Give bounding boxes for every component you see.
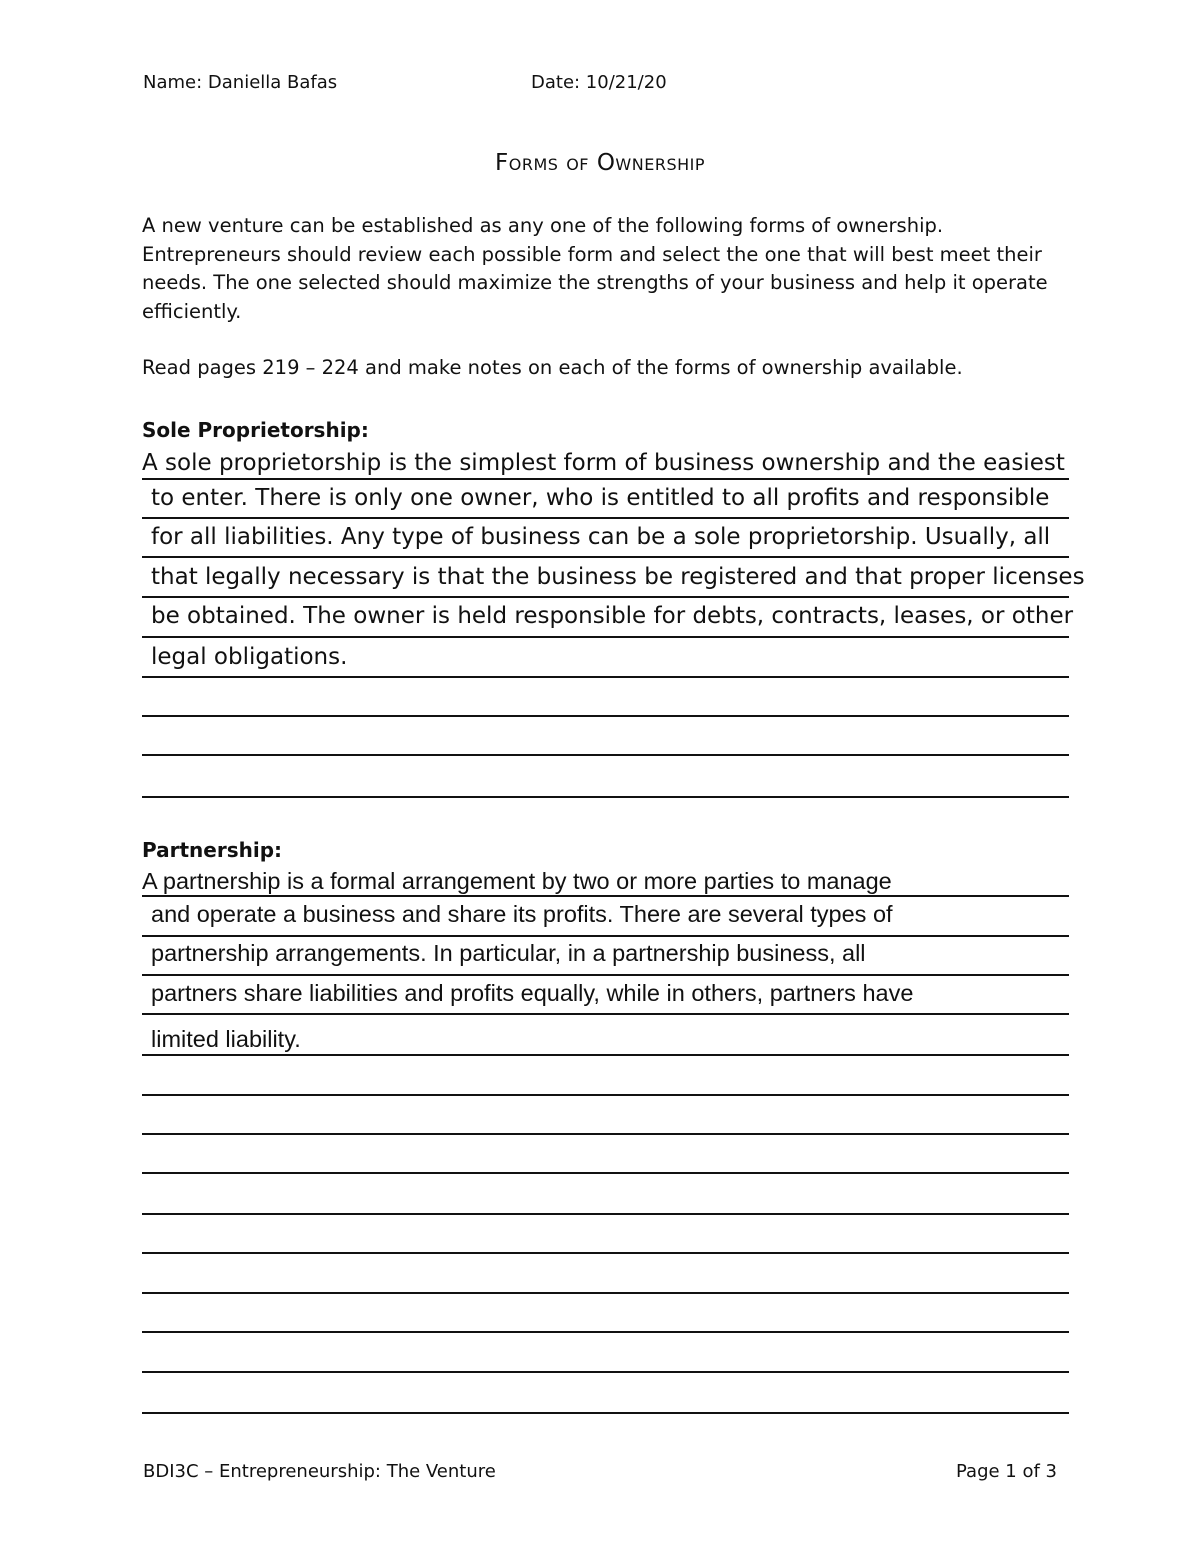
sole-answer-line: to enter. There is only one owner, who is entitled to all profits and responsible bbox=[151, 485, 1050, 511]
footer-course: BDI3C – Entrepreneurship: The Venture bbox=[143, 1461, 496, 1482]
intro-paragraph bbox=[142, 212, 1048, 326]
partnership-heading: Partnership: bbox=[142, 838, 283, 862]
answer-rule bbox=[142, 1213, 1069, 1215]
answer-rule bbox=[142, 636, 1069, 638]
intro-line: A new venture can be established as any one of the following forms of ownership. bbox=[142, 214, 944, 237]
sole-answer-line: legal obligations. bbox=[151, 644, 348, 670]
sole-proprietorship-heading: Sole Proprietorship: bbox=[142, 418, 369, 442]
partnership-answer-line: and operate a business and share its profits. There are several types of bbox=[151, 901, 893, 927]
answer-rule bbox=[142, 1371, 1069, 1373]
answer-rule bbox=[142, 796, 1069, 798]
partnership-answer-line: partnership arrangements. In particular, in a partnership business, all bbox=[151, 940, 866, 966]
answer-rule bbox=[142, 1412, 1069, 1414]
answer-rule bbox=[142, 1331, 1069, 1333]
partnership-answer-line: partners share liabilities and profits equally, while in others, partners have bbox=[151, 980, 914, 1006]
answer-rule bbox=[142, 676, 1069, 678]
answer-rule bbox=[142, 478, 1069, 480]
answer-rule bbox=[142, 1172, 1069, 1174]
answer-rule bbox=[142, 715, 1069, 717]
intro-line: Entrepreneurs should review each possible form and select the one that will best meet their bbox=[142, 242, 1042, 266]
answer-rule bbox=[142, 1252, 1069, 1254]
sole-answer-line: A sole proprietorship is the simplest form of business ownership and the easiest bbox=[142, 450, 1065, 476]
student-name: Name: Daniella Bafas bbox=[143, 72, 338, 93]
sole-answer-line: be obtained. The owner is held responsible for debts, contracts, leases, or other bbox=[151, 603, 1074, 629]
answer-rule bbox=[142, 517, 1069, 519]
answer-rule bbox=[142, 895, 1069, 897]
sole-answer-line: for all liabilities. Any type of business can be a sole proprietorship. Usually, all bbox=[151, 524, 1051, 550]
answer-rule bbox=[142, 1054, 1069, 1056]
page-title: Forms of Ownership bbox=[495, 150, 705, 176]
answer-rule bbox=[142, 1133, 1069, 1135]
read-instruction: Read pages 219 – 224 and make notes on each of the forms of ownership available. bbox=[142, 356, 963, 379]
partnership-answer-line: limited liability. bbox=[151, 1026, 301, 1052]
intro-line: efficiently. bbox=[142, 299, 242, 323]
footer-page-number: Page 1 of 3 bbox=[956, 1461, 1057, 1482]
intro-line: needs. The one selected should maximize the strengths of your business and help it operate bbox=[142, 271, 1048, 294]
answer-rule bbox=[142, 1013, 1069, 1015]
answer-rule bbox=[142, 1292, 1069, 1294]
answer-rule bbox=[142, 974, 1069, 976]
answer-rule bbox=[142, 596, 1069, 598]
date-field: Date: 10/21/20 bbox=[531, 72, 667, 93]
answer-rule bbox=[142, 935, 1069, 937]
answer-rule bbox=[142, 556, 1069, 558]
answer-rule bbox=[142, 1094, 1069, 1096]
answer-rule bbox=[142, 754, 1069, 756]
sole-answer-line: that legally necessary is that the business be registered and that proper licenses bbox=[151, 564, 1085, 590]
partnership-answer-line: A partnership is a formal arrangement by two or more parties to manage bbox=[142, 868, 892, 894]
